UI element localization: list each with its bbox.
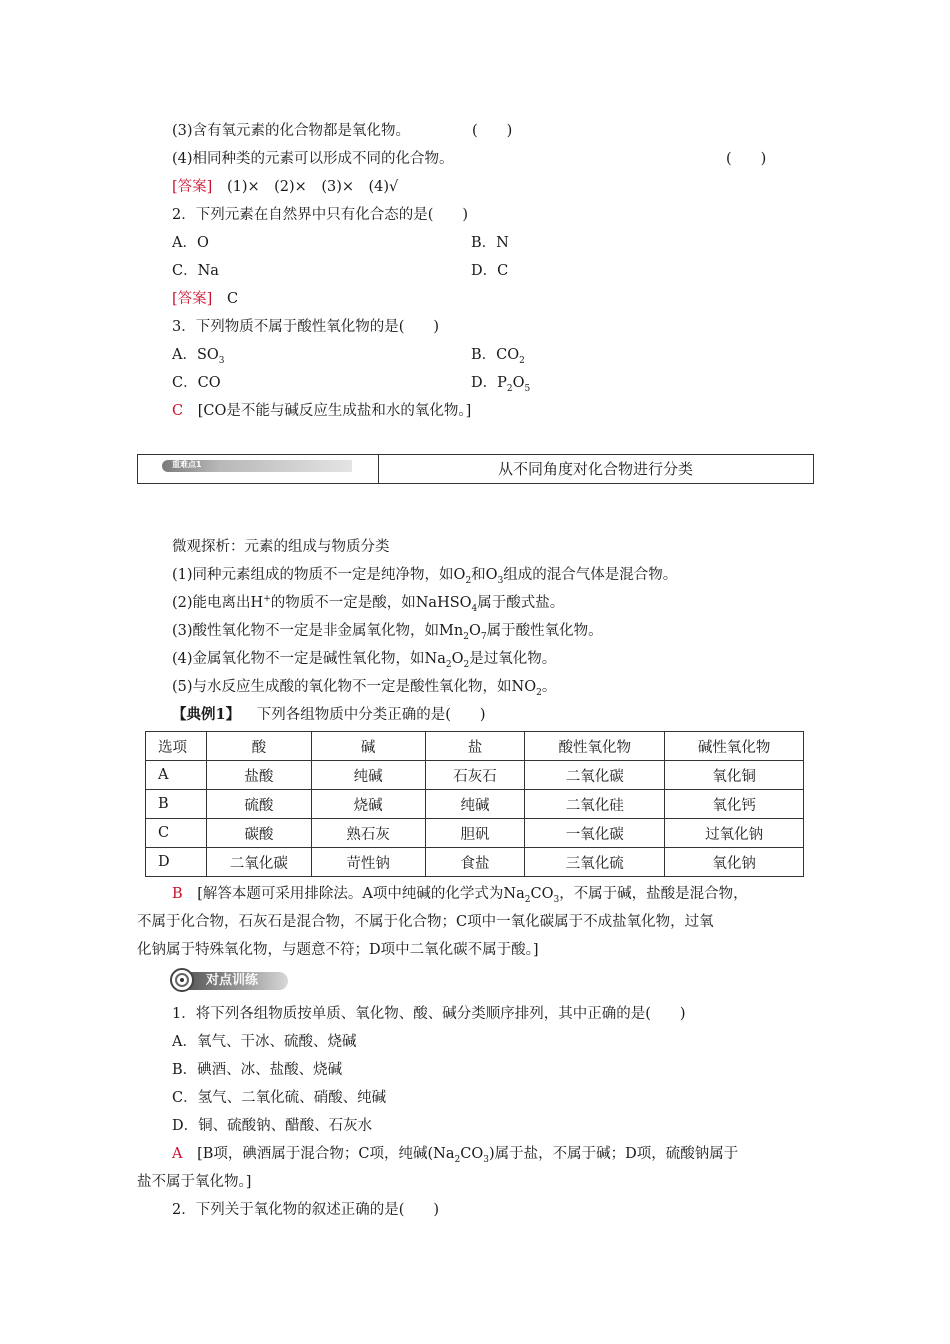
q3-option-b bbox=[471, 345, 525, 365]
q3-answer bbox=[172, 401, 471, 421]
q2-option-c: C．Na bbox=[172, 263, 219, 279]
header-cell: 碱 bbox=[311, 732, 425, 761]
text: 是过氧化物。 bbox=[469, 651, 557, 667]
table-cell: B bbox=[146, 790, 207, 819]
training-q1-option-d: D．铜、硫酸钠、醋酸、石灰水 bbox=[172, 1118, 373, 1134]
superscript: + bbox=[263, 594, 271, 605]
subscript: 3 bbox=[497, 575, 504, 586]
option-text: A．SO bbox=[172, 347, 219, 363]
table-cell: 二氧化硅 bbox=[525, 790, 665, 819]
q2-option-d: D．C bbox=[471, 263, 509, 279]
q2-option-b: B．N bbox=[471, 235, 509, 251]
table-cell: 一氧化碳 bbox=[525, 819, 665, 848]
table-cell: 碳酸 bbox=[206, 819, 311, 848]
judge-item-4-paren: ( ) bbox=[726, 151, 767, 167]
subscript: 5 bbox=[524, 383, 531, 394]
answer-text: (1)× (2)× (3)× (4)√ bbox=[226, 179, 399, 195]
table-cell: A bbox=[146, 761, 207, 790]
answer-letter: C bbox=[172, 403, 184, 419]
subscript: 2 bbox=[465, 575, 472, 586]
text: 的物质不一定是酸，如NaHSO bbox=[270, 595, 472, 611]
text: [解答本题可采用排除法。A项中纯碱的化学式为Na bbox=[197, 886, 525, 902]
section-badge bbox=[162, 460, 352, 472]
q2-stem: 2．下列元素在自然界中只有化合态的是( ) bbox=[172, 207, 469, 223]
micro-point-5 bbox=[172, 677, 556, 697]
table-cell: 氧化铜 bbox=[665, 761, 804, 790]
judge-answer bbox=[172, 177, 398, 197]
table-cell: 烧碱 bbox=[311, 790, 425, 819]
micro-heading: 微观探析：元素的组成与物质分类 bbox=[172, 539, 390, 555]
text: (3)酸性氧化物不一定是非金属氧化物，如Mn bbox=[172, 623, 464, 639]
text: [B项，碘酒属于混合物；C项，纯碱(Na bbox=[197, 1146, 455, 1162]
text: O bbox=[468, 623, 481, 639]
training-q1-option-c: C．氢气、二氧化硫、硝酸、纯碱 bbox=[172, 1090, 387, 1106]
judge-item-3-paren: ( ) bbox=[472, 123, 513, 139]
training-badge-bar bbox=[184, 972, 288, 990]
table-header-row bbox=[146, 732, 804, 761]
text: (1)同种元素组成的物质不一定是纯净物，如O bbox=[172, 567, 466, 583]
header-cell: 选项 bbox=[146, 732, 207, 761]
example-explanation-line-2: 不属于化合物，石灰石是混合物，不属于化合物；C项中一氧化碳属于不成盐氧化物，过氧 bbox=[137, 914, 714, 930]
table-cell: D bbox=[146, 848, 207, 877]
subscript: 2 bbox=[536, 687, 542, 698]
text: 属于酸式盐。 bbox=[477, 595, 565, 611]
answer-text: C bbox=[226, 291, 239, 307]
table-row bbox=[146, 761, 804, 790]
table-cell: C bbox=[146, 819, 207, 848]
table-row bbox=[146, 848, 804, 877]
table-cell: 胆矾 bbox=[425, 819, 525, 848]
answer-tag: [答案] bbox=[172, 179, 213, 195]
training-q1-option-a: A．氧气、干冰、硫酸、烧碱 bbox=[172, 1034, 357, 1050]
table-cell: 盐酸 bbox=[206, 761, 311, 790]
subscript: 2 bbox=[463, 631, 469, 642]
q3-option-c: C．CO bbox=[172, 375, 221, 391]
table-cell: 二氧化碳 bbox=[206, 848, 311, 877]
q2-answer bbox=[172, 289, 238, 309]
text: CO bbox=[460, 1146, 484, 1162]
header-cell: 酸性氧化物 bbox=[525, 732, 665, 761]
subscript: 2 bbox=[445, 659, 452, 670]
text: (4)金属氧化物不一定是碱性氧化物，如Na bbox=[172, 651, 446, 667]
micro-point-1 bbox=[172, 565, 677, 585]
training-q1-stem: 1．将下列各组物质按单质、氧化物、酸、碱分类顺序排列，其中正确的是( ) bbox=[172, 1006, 686, 1022]
subscript: 3 bbox=[218, 355, 225, 366]
subscript: 2 bbox=[524, 894, 531, 905]
example-stem bbox=[172, 705, 486, 725]
judge-item-4: (4)相同种类的元素可以形成不同的化合物。 bbox=[172, 151, 454, 167]
option-text: D．P bbox=[471, 375, 507, 391]
table-row bbox=[146, 790, 804, 819]
training-badge-label: 对点训练 bbox=[206, 973, 259, 988]
table-cell: 熟石灰 bbox=[311, 819, 425, 848]
target-icon bbox=[170, 968, 194, 992]
section-badge-label: 重难点1 bbox=[172, 460, 202, 469]
text: (2)能电离出H bbox=[172, 595, 264, 611]
table-cell: 氧化钙 bbox=[665, 790, 804, 819]
example-explanation-line-1 bbox=[172, 884, 748, 904]
section-header bbox=[137, 454, 814, 484]
table-cell: 纯碱 bbox=[311, 761, 425, 790]
subscript: 7 bbox=[480, 631, 487, 642]
text: ，不属于碱，盐酸是混合物， bbox=[559, 886, 748, 902]
judge-item-3 bbox=[172, 121, 410, 141]
subscript: 2 bbox=[519, 355, 525, 366]
answer-letter: A bbox=[172, 1146, 183, 1162]
table-cell: 苛性钠 bbox=[311, 848, 425, 877]
micro-point-4 bbox=[172, 649, 556, 669]
answer-explanation: [CO是不能与碱反应生成盐和水的氧化物。] bbox=[197, 403, 472, 419]
header-cell: 盐 bbox=[425, 732, 525, 761]
table-row bbox=[146, 819, 804, 848]
text: O bbox=[451, 651, 464, 667]
judge-item-3-text: (3)含有氧元素的化合物都是氧化物。 bbox=[172, 123, 411, 139]
example-explanation-line-3: 化钠属于特殊氧化物，与题意不符；D项中二氧化碳不属于酸。] bbox=[137, 942, 539, 958]
subscript: 3 bbox=[553, 894, 560, 905]
text: CO bbox=[530, 886, 554, 902]
text: 。 bbox=[541, 679, 557, 695]
table-cell: 氧化钠 bbox=[665, 848, 804, 877]
table-cell: 过氧化钠 bbox=[665, 819, 804, 848]
table-cell: 石灰石 bbox=[425, 761, 525, 790]
section-badge-cell bbox=[138, 455, 379, 483]
table-cell: 纯碱 bbox=[425, 790, 525, 819]
header-cell: 酸 bbox=[206, 732, 311, 761]
micro-point-3 bbox=[172, 621, 603, 641]
answer-letter: B bbox=[172, 886, 183, 902]
subscript: 2 bbox=[506, 383, 513, 394]
answer-tag: [答案] bbox=[172, 291, 213, 307]
option-text: B．CO bbox=[471, 347, 520, 363]
example-tag: 【典例1】 bbox=[172, 706, 241, 723]
text: )属于盐，不属于碱；D项，硫酸钠属于 bbox=[488, 1146, 739, 1162]
training-q1-explanation-line-1 bbox=[172, 1144, 738, 1164]
subscript: 2 bbox=[454, 1154, 461, 1165]
training-q2-stem: 2．下列关于氧化物的叙述正确的是( ) bbox=[172, 1202, 440, 1218]
subscript: 2 bbox=[463, 659, 470, 670]
text: 组成的混合气体是混合物。 bbox=[503, 567, 678, 583]
table-cell: 三氧化硫 bbox=[525, 848, 665, 877]
subscript: 3 bbox=[483, 1154, 489, 1165]
training-badge bbox=[170, 968, 290, 994]
table-cell: 食盐 bbox=[425, 848, 525, 877]
example-question: 下列各组物质中分类正确的是( ) bbox=[256, 707, 486, 723]
q2-option-a: A．O bbox=[172, 235, 209, 251]
text: 属于酸性氧化物。 bbox=[486, 623, 603, 639]
text: (5)与水反应生成酸的氧化物不一定是酸性氧化物，如NO bbox=[172, 679, 537, 695]
training-q1-option-b: B．碘酒、冰、盐酸、烧碱 bbox=[172, 1062, 343, 1078]
q3-option-a bbox=[172, 345, 225, 365]
section-title: 从不同角度对化合物进行分类 bbox=[497, 460, 693, 478]
training-q1-explanation-line-2: 盐不属于氧化物。] bbox=[137, 1174, 252, 1190]
table-cell: 二氧化碳 bbox=[525, 761, 665, 790]
q3-stem: 3．下列物质不属于酸性氧化物的是( ) bbox=[172, 319, 440, 335]
classification-table bbox=[145, 731, 804, 877]
option-text: O bbox=[512, 375, 525, 391]
q3-option-d bbox=[471, 373, 530, 393]
micro-point-2 bbox=[172, 593, 564, 613]
text: 和O bbox=[471, 567, 498, 583]
subscript: 4 bbox=[471, 603, 478, 614]
table-cell: 硫酸 bbox=[206, 790, 311, 819]
header-cell: 碱性氧化物 bbox=[665, 732, 804, 761]
